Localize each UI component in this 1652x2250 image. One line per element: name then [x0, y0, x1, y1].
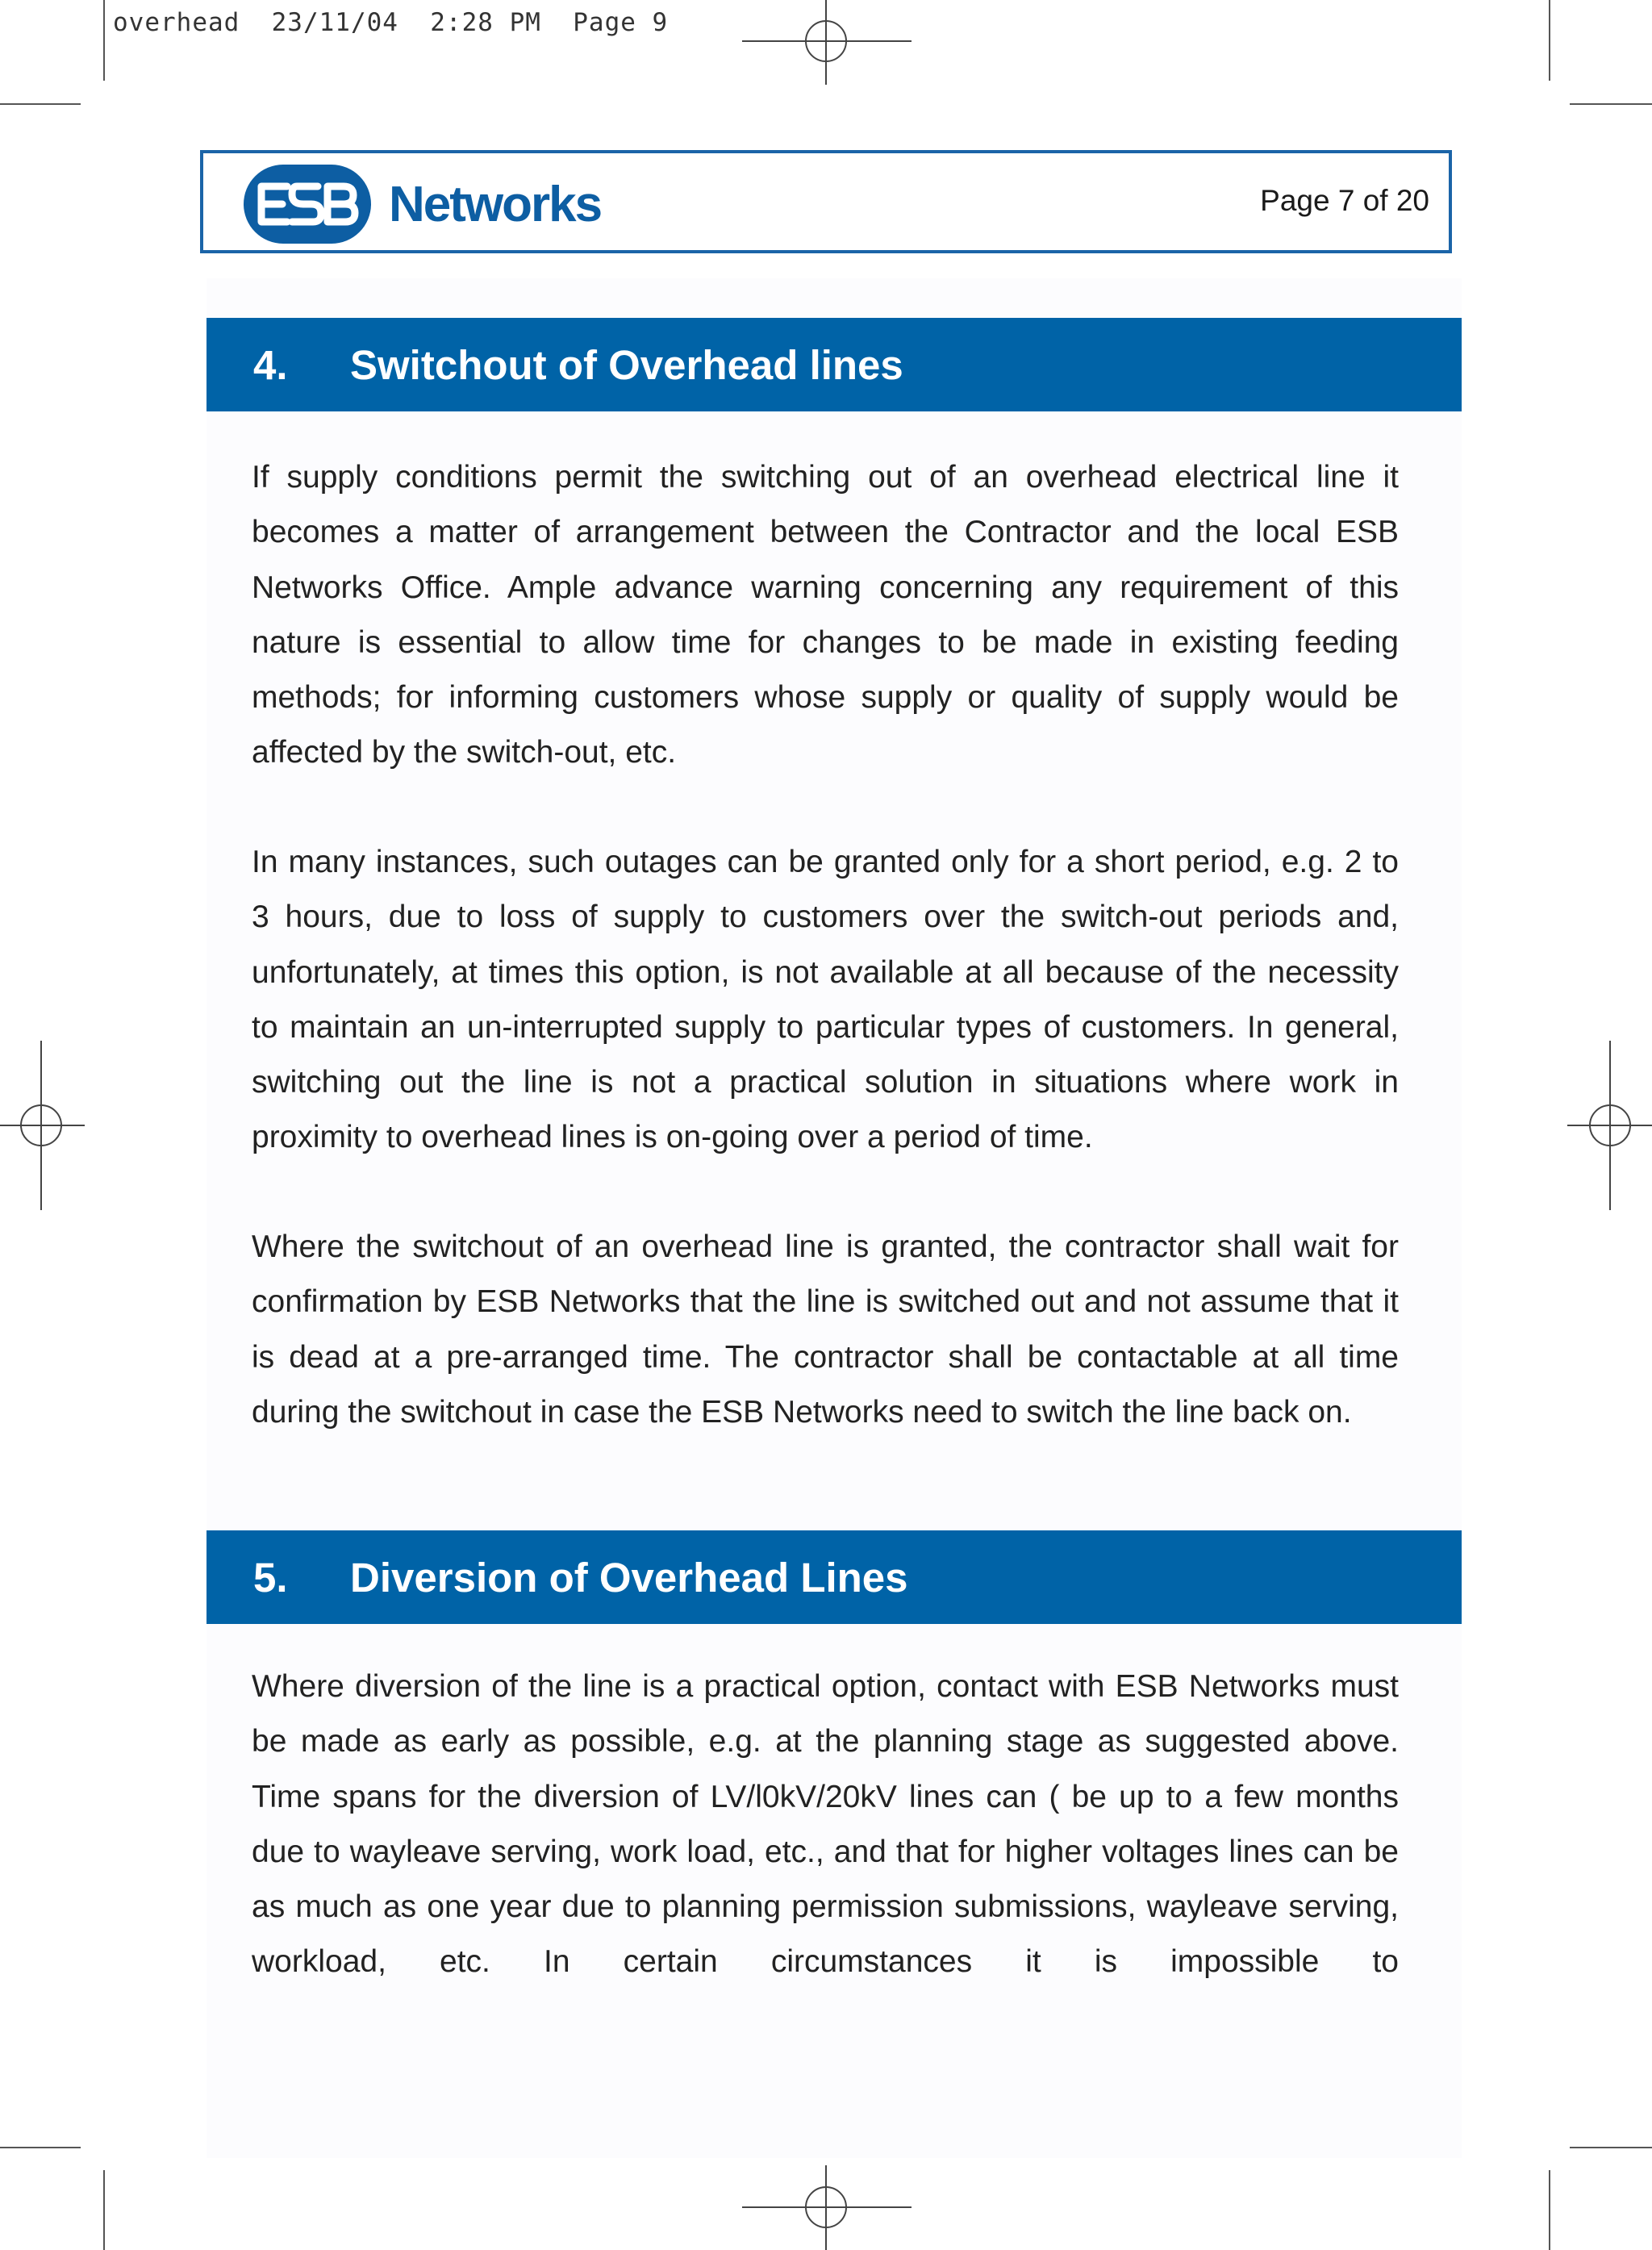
- section-heading-4: [206, 318, 1462, 411]
- section-number: 4.: [253, 342, 288, 388]
- crop-mark: [1549, 2170, 1550, 2250]
- section-heading-5: [206, 1530, 1462, 1624]
- esb-networks-logo: [244, 165, 601, 244]
- registration-mark-bottom: [742, 2165, 912, 2250]
- registration-mark-right: [1567, 1041, 1652, 1210]
- paragraph: If supply conditions permit the switching out of an overhead electrical line it becomes a matter of arrangement between the Contractor and the local ESB Networks Office. Ample advance warning concerning any requirement of this nature is essential to allow time for changes to be made in existing feeding methods; for informing customers whose supply or quality of supply would be affected by the switch-out, etc.: [252, 460, 1399, 770]
- crop-mark: [0, 103, 81, 105]
- page-header: [200, 150, 1452, 253]
- section-title: Diversion of Overhead Lines: [350, 1555, 908, 1601]
- page-number: Page 7 of 20: [1260, 184, 1429, 217]
- section-title: Switchout of Overhead lines: [350, 342, 903, 388]
- crop-mark: [103, 2170, 105, 2250]
- registration-mark-top: [742, 0, 912, 85]
- crop-mark: [103, 0, 105, 81]
- paragraph: In many instances, such outages can be granted only for a short period, e.g. 2 to 3 hours, due to loss of supply to customers over the switch-out periods and, unfortunately, at times this option, is not available at all because of the necessity to maintain an un-interrupted supply to particular types of customers. In general, switching out the line is not a practical solution in situations where work in proximity to overhead lines is on-going over a period of time.: [252, 845, 1399, 1155]
- paragraph: Where the switchout of an overhead line is granted, the contractor shall wait for confirmation by ESB Networks that the line is switched out and not assume that it is dead at a pre-arranged time. The contractor shall be contactable at all time during the switchout in case the ESB Networks need to switch the line back on.: [252, 1229, 1399, 1430]
- print-slug: overhead 23/11/04 2:28 PM Page 9: [113, 8, 669, 37]
- logo-wordmark: Networks: [389, 176, 602, 232]
- section-number: 5.: [253, 1555, 288, 1601]
- registration-mark-left: [0, 1041, 85, 1210]
- crop-mark: [1549, 0, 1550, 81]
- paragraph: Where diversion of the line is a practical option, contact with ESB Networks must be made as early as possible, e.g. at the planning stage as suggested above. Time spans for the diversion of LV/l0kV/20kV lines can ( be up to a few months due to wayleave serving, work load, etc., and that for higher voltages lines can be as much as one year due to planning permission submissions, wayleave serving, workload, etc. In certain circumstances it is impossible to: [252, 1669, 1399, 1980]
- crop-mark: [1570, 2147, 1652, 2148]
- crop-mark: [1570, 103, 1652, 105]
- esb-logo-icon: [244, 165, 371, 244]
- crop-mark: [0, 2147, 81, 2148]
